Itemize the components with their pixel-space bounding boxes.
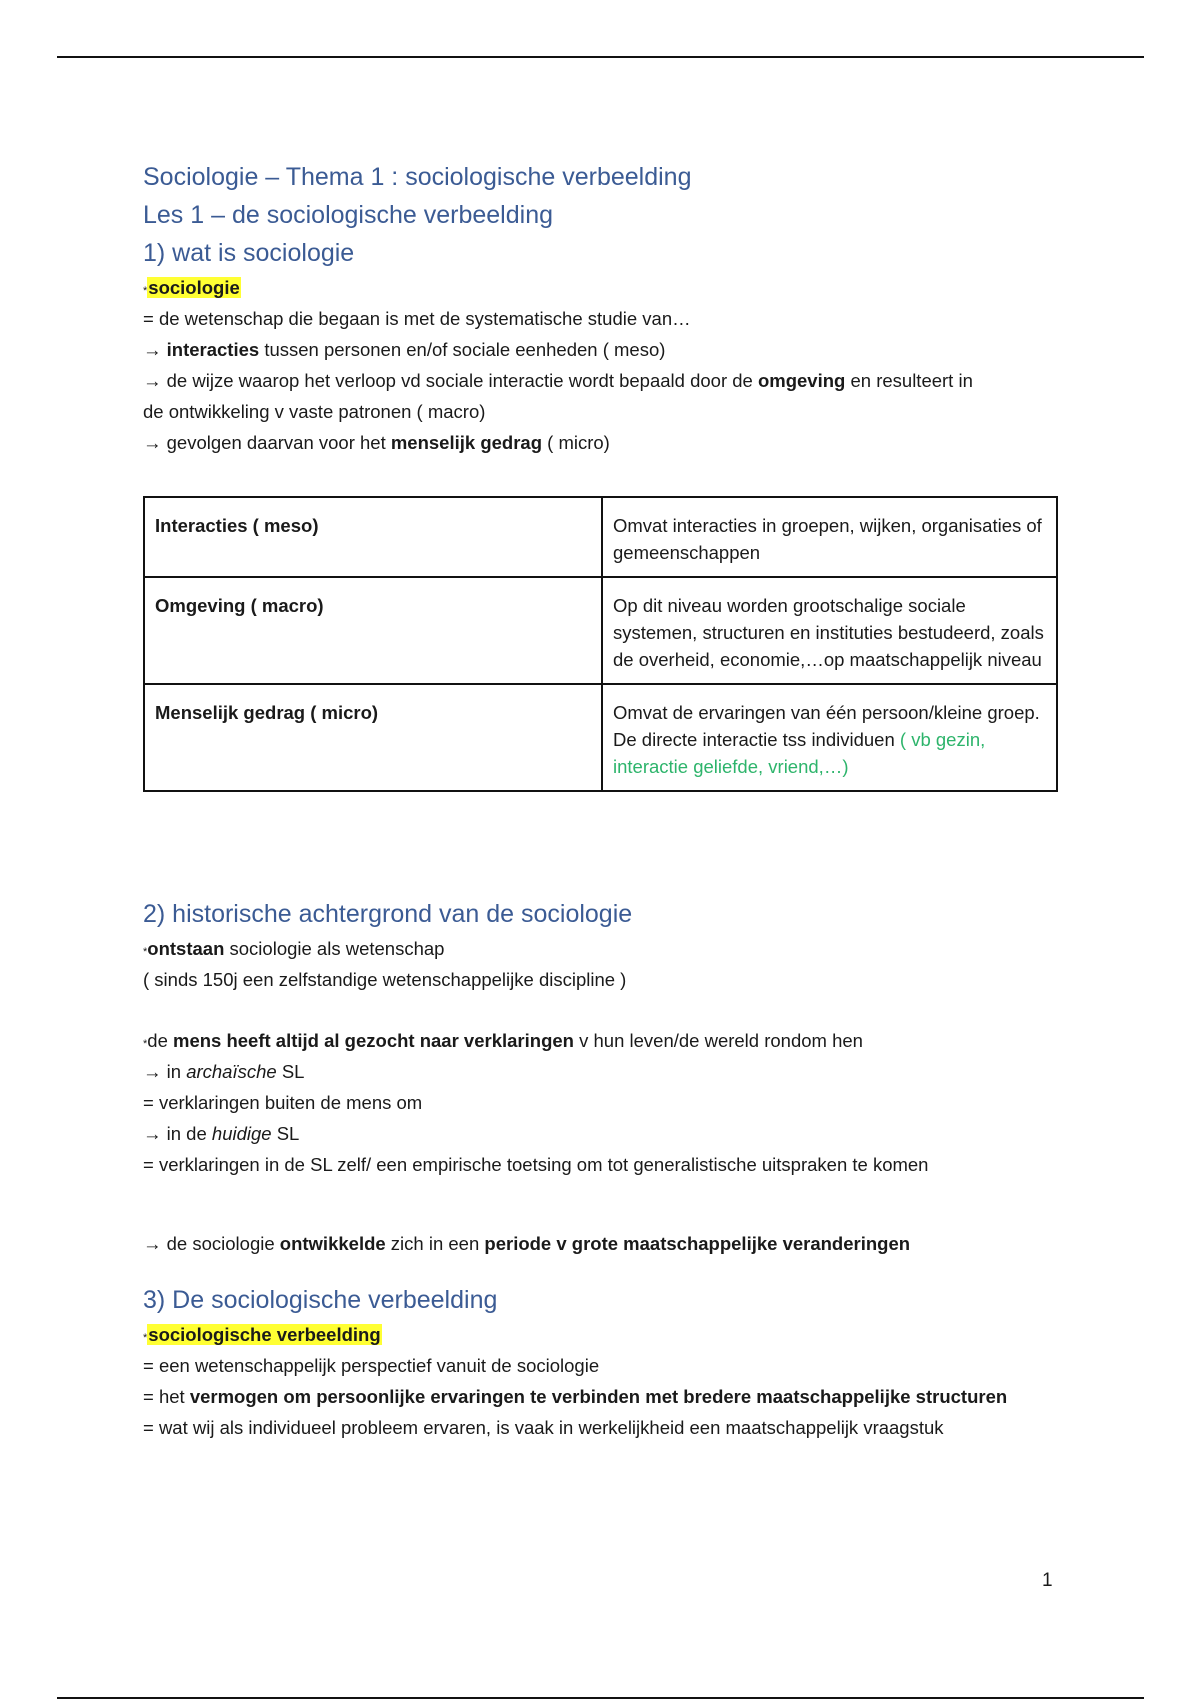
table-row [144, 577, 1057, 684]
since-line: ( sinds 150j een zelfstandige wetenschappelijke discipline ) [143, 969, 627, 990]
table-cell-desc: Op dit niveau worden grootschalige sociale systemen, structuren en instituties bestudeerd, zoals de overheid, economie,…op maatschappelijk niveau [602, 577, 1057, 684]
bullet-omgeving-cont: de ontwikkeling v vaste patronen ( macro) [143, 401, 486, 422]
table-cell-desc: Omvat de ervaringen van één persoon/kleine groep. De directe interactie tss individuen ( vb gezin, interactie geliefde, vriend,…) [602, 684, 1057, 791]
table-cell-label: Menselijk gedrag ( micro) [144, 684, 602, 791]
current-explain: = verklaringen in de SL zelf/ een empirische toetsing om tot generalistische uitspraken te komen [143, 1154, 929, 1175]
archaic-explain: = verklaringen buiten de mens om [143, 1092, 423, 1113]
individual-line: = wat wij als individueel probleem ervaren, is vaak in werkelijkheid een maatschappelijk vraagstuk [143, 1417, 944, 1438]
term-sociologische-verbeelding: *sociologische verbeelding [143, 1324, 381, 1345]
arrow-icon: → [143, 1123, 162, 1144]
definition: = de wetenschap die begaan is met de systematische studie van… [143, 308, 691, 329]
arrow-icon: → [143, 1233, 162, 1254]
perspective-line: = een wetenschappelijk perspectief vanuit de sociologie [143, 1355, 600, 1376]
ontstaan-line: *ontstaan sociologie als wetenschap [143, 938, 445, 959]
term-sociologie: *sociologie [143, 277, 240, 298]
table-row [144, 684, 1057, 791]
levels-table [143, 496, 1058, 792]
document-page [143, 158, 1063, 1443]
vermogen-line: = het vermogen om persoonlijke ervaringen te verbinden met bredere maatschappelijke structuren [143, 1386, 1008, 1407]
mens-line: *de mens heeft altijd al gezocht naar verklaringen v hun leven/de wereld rondom hen [143, 1030, 863, 1051]
section-3-heading: 3) De sociologische verbeelding [143, 1286, 498, 1314]
arrow-icon: → [143, 370, 162, 391]
bullet-interacties: → interacties tussen personen en/of sociale eenheden ( meso) [143, 339, 666, 360]
footer-rule [57, 1697, 1144, 1699]
page-number: 1 [1042, 1570, 1053, 1591]
bullet-omgeving: → de wijze waarop het verloop vd sociale interactie wordt bepaald door de omgeving en resulteert in [143, 370, 973, 391]
arrow-icon: → [143, 432, 162, 453]
development-line: → de sociologie ontwikkelde zich in een periode v grote maatschappelijke veranderingen [143, 1233, 911, 1254]
table-row [144, 497, 1057, 577]
arrow-icon: → [143, 1061, 162, 1082]
table-cell-label: Interacties ( meso) [144, 497, 602, 577]
current-line: → in de huidige SL [143, 1123, 300, 1144]
lesson-title: Les 1 – de sociologische verbeelding [143, 201, 553, 229]
section-1-heading: 1) wat is sociologie [143, 239, 355, 267]
example-text: ( vb gezin, interactie geliefde, vriend,…) [613, 729, 986, 777]
arrow-icon: → [143, 339, 162, 360]
table-cell-label: Omgeving ( macro) [144, 577, 602, 684]
section-2-heading: 2) historische achtergrond van de sociologie [143, 900, 633, 928]
archaic-line: → in archaïsche SL [143, 1061, 305, 1082]
table-cell-desc: Omvat interacties in groepen, wijken, organisaties of gemeenschappen [602, 497, 1057, 577]
bullet-gedrag: → gevolgen daarvan voor het menselijk gedrag ( micro) [143, 432, 610, 453]
header-rule [57, 56, 1144, 58]
document-title: Sociologie – Thema 1 : sociologische verbeelding [143, 163, 692, 191]
